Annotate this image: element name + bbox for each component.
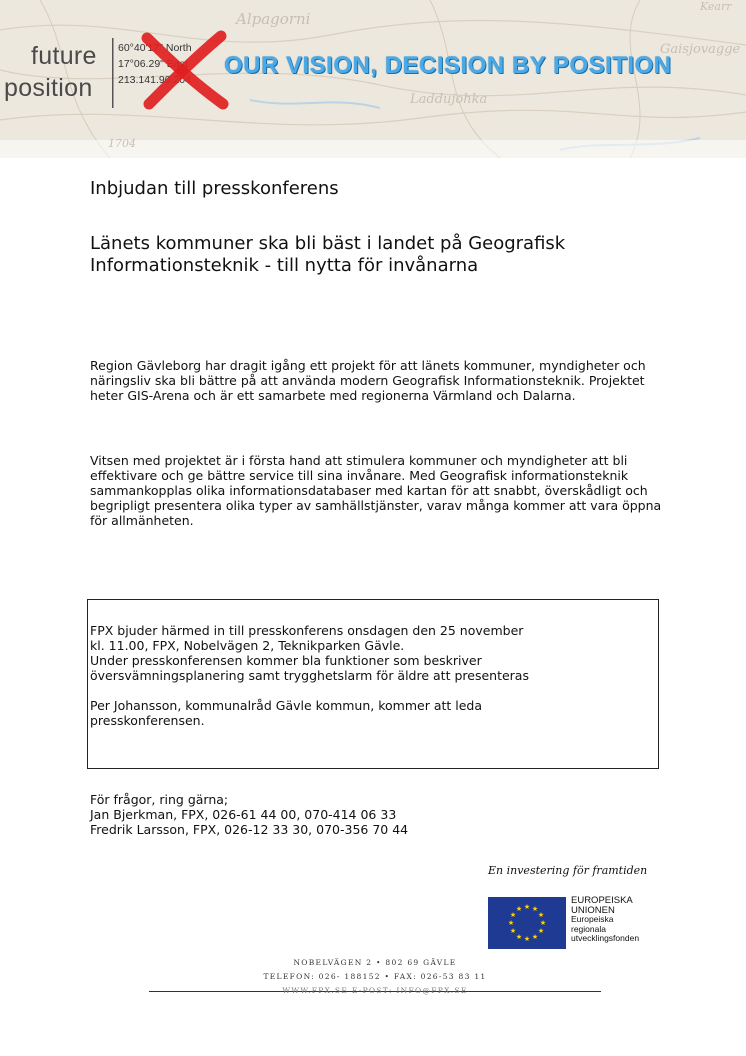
contact-line: För frågor, ring gärna;: [90, 792, 229, 807]
paragraph-purpose: Vitsen med projektet är i första hand att stimulera kommuner och myndigheter att bli effektivare och ge bättre service till sina invånare. Med Geografisk informationsteknik sammankopplas olika informationsdatabaser med kartan för att snabbt, överskådligt och begripligt presentera olika typer av samhällstjänster, varav många kommer att vara öppna för allmänheten.: [90, 453, 662, 528]
footer-phone: TELEFON: 026- 188152 • FAX: 026-53 83 11: [263, 972, 487, 981]
svg-text:★: ★: [523, 903, 531, 911]
svg-text:★: ★: [515, 933, 523, 941]
coord-east: 17°06.29" East: [118, 58, 188, 70]
box-paragraph-1: [90, 623, 658, 683]
eu-line: UNIONEN: [571, 904, 615, 916]
eu-line: utvecklingsfonden: [571, 933, 640, 944]
map-label-2: Laddujohka: [410, 92, 488, 107]
box-line: Per Johansson, kommunalråd Gävle kommun, kommer att leda: [90, 698, 483, 713]
map-label-1: Alpagorni: [236, 10, 311, 28]
invitation-title: Inbjudan till presskonferens: [90, 178, 339, 199]
x-mark-icon: [135, 30, 235, 110]
contact-block: [90, 792, 408, 837]
svg-text:★: ★: [531, 905, 539, 913]
eu-flag-icon: [488, 897, 566, 949]
slogan: OUR VISION, DECISION BY POSITION: [224, 52, 672, 79]
svg-text:★: ★: [515, 905, 523, 913]
box-line: FPX bjuder härmed in till presskonferens onsdagen den 25 november: [90, 623, 524, 638]
eu-tagline: En investering för framtiden: [488, 864, 648, 877]
svg-text:★: ★: [537, 911, 545, 919]
letterhead: [0, 0, 746, 158]
svg-text:★: ★: [537, 927, 545, 935]
map-label-3: Gaisjovagge: [660, 42, 741, 57]
eu-fund-text: [571, 896, 639, 944]
svg-text:★: ★: [531, 933, 539, 941]
coord-north: 60°40'17" North: [118, 42, 192, 54]
eu-line: regionala: [571, 923, 606, 934]
svg-text:★: ★: [539, 919, 547, 927]
logo-position: position: [4, 74, 93, 102]
svg-text:★: ★: [509, 927, 517, 935]
footer-address: NOBELVÄGEN 2 • 802 69 GÄVLE: [293, 958, 457, 967]
coord-ip: 213.141.90.204: [118, 74, 191, 86]
paragraph-intro: Region Gävleborg har dragit igång ett projekt för att länets kommuner, myndigheter och näringsliv ska bli bättre på att använda modern Geografisk Informationsteknik. Projektet heter GIS-Arena och är ett samarbete med regionerna Värmland och Dalarna.: [90, 358, 646, 403]
box-line: presskonferensen.: [90, 713, 205, 728]
svg-text:★: ★: [523, 935, 531, 943]
contact-line: Jan Bjerkman, FPX, 026-61 44 00, 070-414 06 33: [90, 807, 397, 822]
box-line: översvämningsplanering samt trygghetslarm för äldre att presenteras: [90, 668, 529, 683]
box-line: kl. 11.00, FPX, Nobelvägen 2, Teknikparken Gävle.: [90, 638, 405, 653]
map-label-4: 1704: [108, 137, 136, 150]
eu-line: EUROPEISKA: [571, 895, 633, 906]
svg-text:★: ★: [507, 919, 515, 927]
contact-line: Fredrik Larsson, FPX, 026-12 33 30, 070-356 70 44: [90, 822, 409, 837]
headline: Länets kommuner ska bli bäst i landet på Geografisk Informationsteknik - till nytta för invånarna: [90, 233, 566, 276]
eu-line: Europeiska: [571, 914, 614, 925]
map-label-5: Kearr: [700, 0, 732, 13]
footer-web: WWW.FPX.SE E-POST: INFO@FPX.SE: [282, 986, 468, 995]
box-paragraph-2: [90, 698, 658, 728]
svg-text:★: ★: [509, 911, 517, 919]
invitation-box: [87, 599, 659, 769]
logo-divider: [112, 38, 114, 108]
box-line: Under presskonferensen kommer bla funktioner som beskriver: [90, 653, 482, 668]
logo-future: future: [31, 42, 97, 70]
